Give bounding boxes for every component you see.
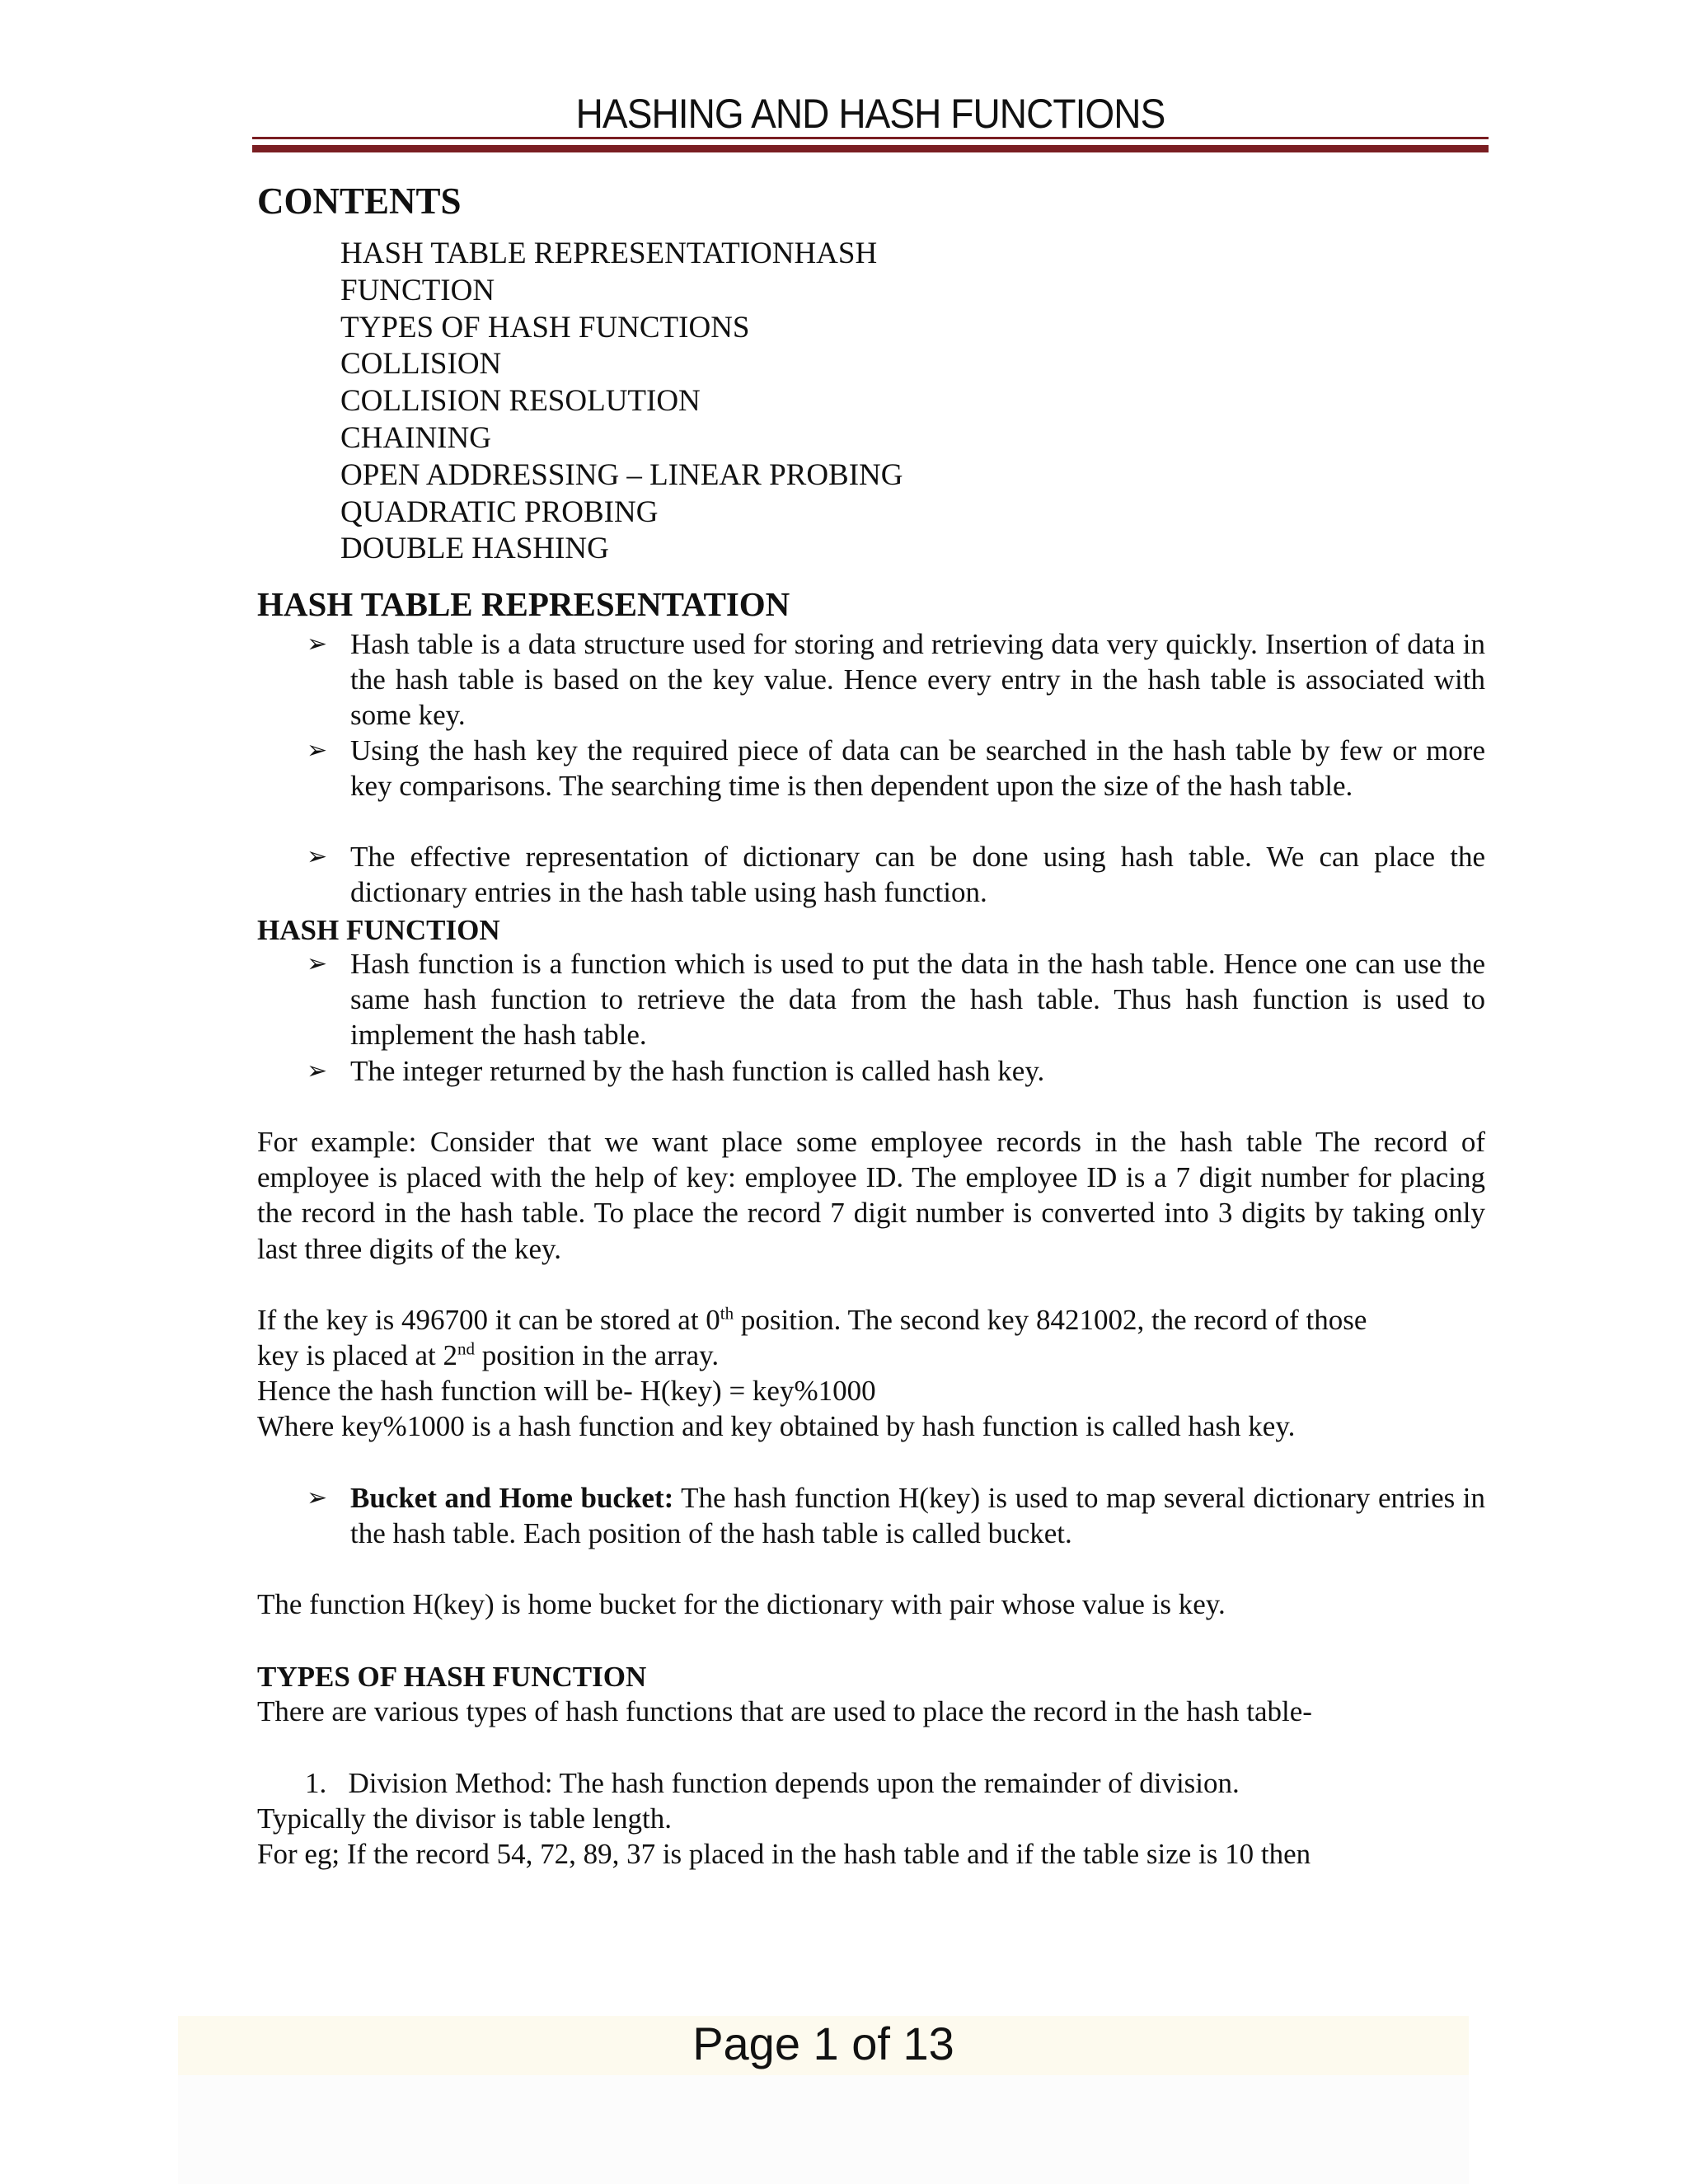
- bullet-text: Hash function is a function which is used to put the data in the hash table. Hence one can use the same hash function to retrieve the data from the hash table. Thus hash function is used to implement the hash table.: [350, 948, 1485, 1052]
- toc-item: TYPES OF HASH FUNCTIONS: [340, 310, 750, 344]
- bucket-label: Bucket and Home bucket:: [350, 1482, 674, 1514]
- bucket-text: The hash function H(key) is used to map several dictionary entries in the hash table. Each position of the hash table is called bucket.: [350, 1482, 1486, 1550]
- text-run: key is placed at 2: [257, 1339, 457, 1371]
- item-number: 1.: [305, 1767, 327, 1799]
- section-heading-types: TYPES OF HASH FUNCTION: [257, 1661, 647, 1693]
- arrow-bullet-icon: ➢: [307, 736, 328, 765]
- bullet-item: [307, 946, 1485, 1053]
- bullet-item: [307, 626, 1485, 733]
- arrow-bullet-icon: ➢: [307, 630, 328, 658]
- toc-item: COLLISION RESOLUTION: [340, 384, 701, 419]
- bullet-item: [307, 839, 1485, 910]
- text-run: position in the array.: [474, 1339, 720, 1371]
- table-of-contents: [340, 236, 1000, 568]
- superscript: nd: [457, 1338, 475, 1359]
- toc-item: FUNCTION: [340, 273, 495, 307]
- types-line-3: For eg; If the record 54, 72, 89, 37 is placed in the hash table and if the table size is 10 then: [257, 1838, 1311, 1870]
- arrow-bullet-icon: ➢: [307, 1483, 328, 1512]
- example-paragraph: For example: Consider that we want place some employee records in the hash table The record of employee is placed with the help of key: employee ID. The employee ID is a 7 digit number for placing the record in the hash table. To place the record 7 digit number is converted into 3 digits by taking only last three digits of the key.: [257, 1126, 1485, 1265]
- section-heading-hash-function: HASH FUNCTION: [257, 914, 500, 946]
- formula-line: Hence the hash function will be- H(key) = key%1000: [257, 1375, 876, 1407]
- toc-item: COLLISION: [340, 347, 502, 382]
- types-line-2: Typically the divisor is table length.: [257, 1802, 673, 1835]
- header-rule-thick: [252, 145, 1489, 152]
- page-number: Page 1 of 13: [692, 2018, 954, 2069]
- key-line-1: [257, 1302, 1493, 1338]
- bullet-text: The effective representation of dictionary can be done using hash table. We can place the dictionary entries in the hash table using hash function.: [350, 841, 1485, 909]
- text-run: position. The second key 8421002, the record of those: [734, 1304, 1367, 1336]
- arrow-bullet-icon: ➢: [307, 1057, 328, 1085]
- key-line-2: [257, 1338, 1493, 1373]
- contents-heading: CONTENTS: [257, 180, 462, 222]
- document-title: HASHING AND HASH FUNCTIONS: [575, 91, 1165, 137]
- home-bucket-line: The function H(key) is home bucket for the dictionary with pair whose value is key.: [257, 1588, 1226, 1620]
- toc-item: QUADRATIC PROBING: [340, 494, 659, 529]
- toc-item: HASH TABLE REPRESENTATIONHASH: [340, 237, 878, 270]
- bullet-text: Using the hash key the required piece of data can be searched in the hash table by few or more key comparisons. The searching time is then dependent upon the size of the hash table.: [350, 734, 1485, 803]
- numbered-item: [305, 1765, 1240, 1801]
- text-run: If the key is 496700 it can be stored at 0: [257, 1304, 720, 1336]
- header-rule-thin: [252, 137, 1489, 139]
- section-heading-hash-table: HASH TABLE REPRESENTATION: [257, 585, 790, 623]
- bullet-text: Hash table is a data structure used for storing and retrieving data very quickly. Insertion of data in the hash table is based on the key value. Hence every entry in the hash table is associated with some key.: [350, 628, 1485, 732]
- toc-item: CHAINING: [340, 420, 491, 455]
- types-intro: There are various types of hash functions that are used to place the record in the hash table-: [257, 1695, 1312, 1727]
- bullet-text: The integer returned by the hash function is called hash key.: [350, 1055, 1045, 1087]
- footer-shade: [178, 2075, 1469, 2184]
- arrow-bullet-icon: ➢: [307, 842, 328, 871]
- item-text: Division Method: The hash function depends upon the remainder of division.: [348, 1767, 1240, 1799]
- bullet-text: [350, 1480, 1485, 1551]
- bullet-item-bucket: [307, 1480, 1485, 1551]
- where-line: Where key%1000 is a hash function and key obtained by hash function is called hash key.: [257, 1410, 1296, 1442]
- superscript: th: [720, 1303, 734, 1324]
- toc-item: OPEN ADDRESSING – LINEAR PROBING: [340, 457, 903, 492]
- bullet-item: [307, 1053, 1485, 1089]
- toc-item: DOUBLE HASHING: [340, 532, 609, 566]
- bullet-item: [307, 733, 1485, 804]
- arrow-bullet-icon: ➢: [307, 949, 328, 978]
